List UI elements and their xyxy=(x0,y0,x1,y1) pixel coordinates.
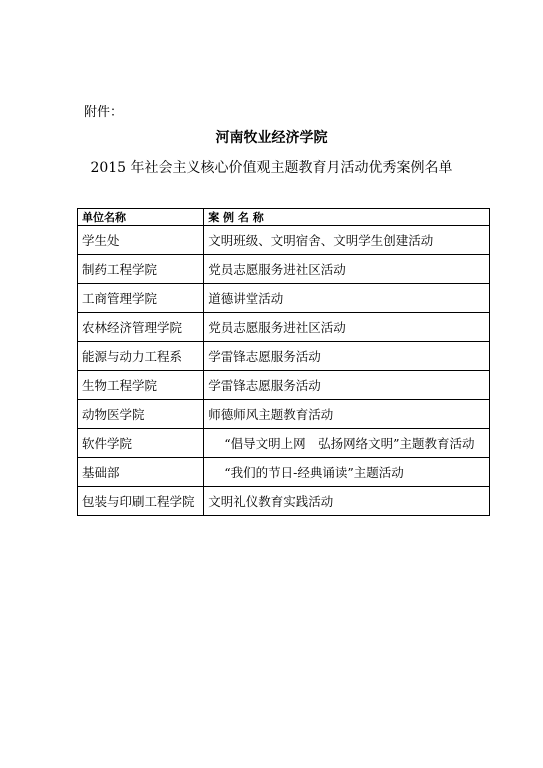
case-cell: 师德师风主题教育活动 xyxy=(204,400,490,429)
document-subtitle: 2015 年社会主义核心价值观主题教育月活动优秀案例名单 xyxy=(90,160,453,176)
case-cell: 党员志愿服务进社区活动 xyxy=(204,313,490,342)
table-row xyxy=(78,313,490,342)
case-cell: 文明班级、文明宿舍、文明学生创建活动 xyxy=(204,226,490,255)
case-cell: 学雷锋志愿服务活动 xyxy=(204,371,490,400)
table-row xyxy=(78,342,490,371)
unit-cell: 能源与动力工程系 xyxy=(78,342,204,371)
unit-cell: 动物医学院 xyxy=(78,400,204,429)
table-row xyxy=(78,255,490,284)
case-cell: 学雷锋志愿服务活动 xyxy=(204,342,490,371)
header-case-name: 案 例 名 称 xyxy=(204,209,490,226)
case-cell: 党员志愿服务进社区活动 xyxy=(204,255,490,284)
case-cell: 道德讲堂活动 xyxy=(204,284,490,313)
table-header-row xyxy=(78,209,490,226)
table-row xyxy=(78,400,490,429)
header-unit-name: 单位名称 xyxy=(78,209,204,226)
case-cell: “倡导文明上网 弘扬网络文明”主题教育活动 xyxy=(204,429,490,458)
case-list-table xyxy=(77,208,490,516)
case-cell: “我们的节日-经典诵读”主题活动 xyxy=(204,458,490,487)
table-row xyxy=(78,458,490,487)
unit-cell: 制药工程学院 xyxy=(78,255,204,284)
unit-cell: 基础部 xyxy=(78,458,204,487)
unit-cell: 工商管理学院 xyxy=(78,284,204,313)
attachment-label: 附件： xyxy=(84,105,124,120)
unit-cell: 生物工程学院 xyxy=(78,371,204,400)
table-row xyxy=(78,487,490,516)
unit-cell: 软件学院 xyxy=(78,429,204,458)
table-row xyxy=(78,226,490,255)
unit-cell: 包装与印刷工程学院 xyxy=(78,487,204,516)
table-row xyxy=(78,284,490,313)
unit-cell: 农林经济管理学院 xyxy=(78,313,204,342)
document-title: 河南牧业经济学院 xyxy=(215,130,328,146)
case-cell: 文明礼仪教育实践活动 xyxy=(204,487,490,516)
unit-cell: 学生处 xyxy=(78,226,204,255)
table-row xyxy=(78,429,490,458)
table-row xyxy=(78,371,490,400)
